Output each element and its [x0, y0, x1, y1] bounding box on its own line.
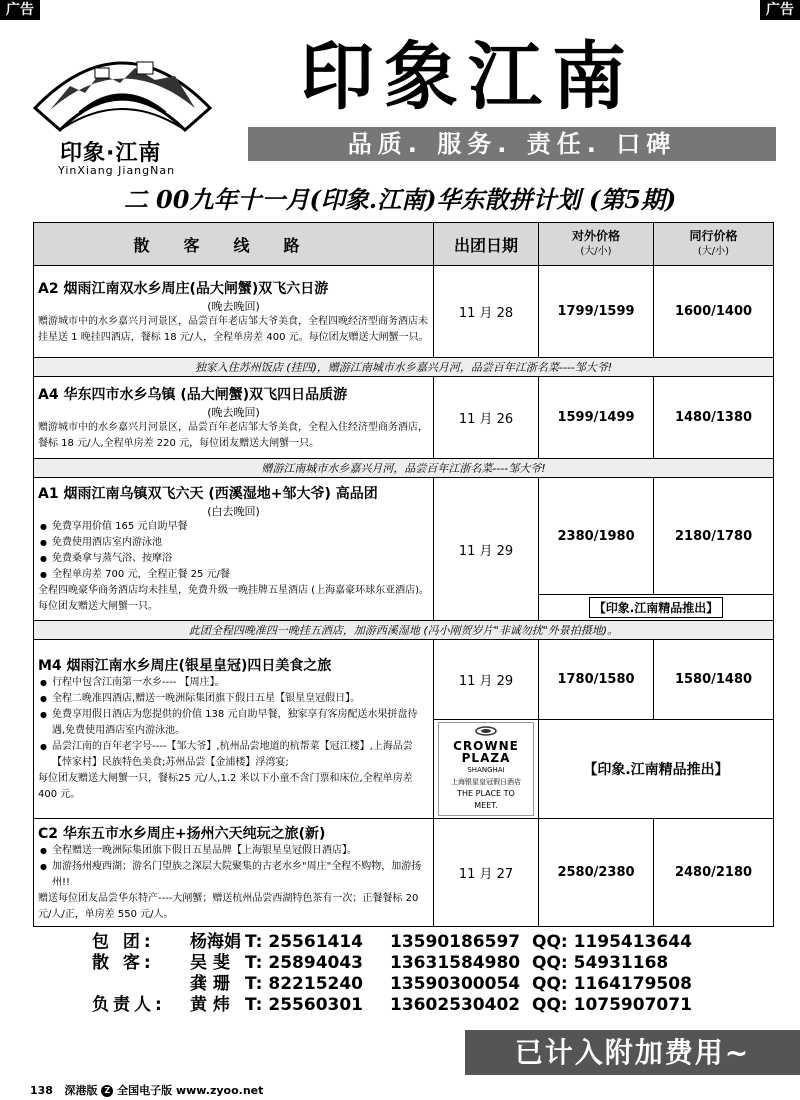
- page-footer: [30, 1082, 263, 1098]
- contact-tel: T: 25560301: [245, 995, 364, 1015]
- contact-row: [92, 953, 692, 974]
- route-date: 11 月 29: [434, 478, 539, 621]
- route-trade-price: 2180/1780: [675, 528, 753, 544]
- table-row: [34, 377, 774, 459]
- route-extra: 全程四晚豪华商务酒店均未挂星，免费升级一晚挂牌五星酒店 (上海嘉豪环球东亚酒店)。每位团友赠送大闸蟹一只。: [38, 585, 429, 612]
- contact-role: 散 客:: [92, 953, 155, 973]
- contact-qq: QQ: 1075907071: [532, 995, 692, 1015]
- contact-tel: T: 82215240: [245, 974, 364, 994]
- contact-mobile: 13631584980: [390, 953, 521, 973]
- edition-label: 深港版: [64, 1084, 98, 1097]
- footer-banner: 已计入附加费用~: [465, 1030, 800, 1075]
- table-row: [34, 819, 774, 927]
- route-extra: 赠送每位团友品尝华东特产----大闸蟹；赠送杭州品尝西湖特色茶有一次；正餐餐标 20 元/人/正，单房差 550 元/人。: [38, 892, 419, 920]
- route-description: 赠游城市中的水乡嘉兴月河景区，品尝百年老店邹大爷美食，全程入住经济型商务酒店，餐标 18 元/人,全程单房差 220 元，每位团友赠送大闸蟹一只。: [38, 421, 428, 449]
- header-route: 散客线路: [34, 223, 434, 266]
- route-cell: [34, 640, 434, 819]
- route-cell: [34, 819, 434, 927]
- contact-list: [92, 932, 692, 1016]
- route-title: M4 烟雨江南水乡周庄(银星皇冠)四日美食之旅: [38, 658, 332, 674]
- route-title: C2 华东五市水乡周庄+扬州六天纯玩之旅(新): [38, 825, 326, 842]
- route-subtitle: (晚去晚回): [207, 405, 260, 419]
- header-trade-unit: (大/小): [697, 246, 730, 257]
- table-row: [34, 478, 774, 621]
- route-retail-price: 2380/1980: [539, 478, 654, 595]
- ad-label-right: 广告: [760, 0, 800, 20]
- route-subtitle: (白去晚回): [207, 505, 260, 518]
- slogan-banner: 品质. 服务. 责任. 口碑: [248, 127, 776, 161]
- route-feature-list: [38, 843, 429, 891]
- promo-label: 【印象.江南精品推出】: [589, 597, 724, 618]
- contact-role: 包 团:: [92, 932, 155, 952]
- route-title: A4 华东四市水乡乌镇 (品大闸蟹)双飞四日品质游: [38, 386, 348, 403]
- contact-qq: QQ: 1195413644: [532, 932, 692, 952]
- route-note: 此团全程四晚准四一晚挂五酒店，加游西溪湿地 (冯小刚贺岁片"非诚勿扰"外景拍摄地)。: [34, 621, 774, 640]
- route-trade-price: 1600/1400: [654, 266, 774, 358]
- list-item: ● 免费桑拿与蒸气浴、按摩浴: [52, 551, 429, 567]
- contact-qq: QQ: 1164179508: [532, 974, 692, 994]
- list-item: ● 免费使用酒店室内游泳池: [52, 535, 429, 551]
- list-item: ● 免费享用价值 165 元自助早餐: [52, 519, 429, 535]
- route-title: A2 烟雨江南双水乡周庄(品大闸蟹)双飞六日游: [38, 280, 329, 297]
- contact-name: 龚 珊: [190, 974, 230, 994]
- list-item: ● 品尝江南的百年老字号----【邹大爷】,杭州品尝地道的杭帮菜【冠江楼】,上海品尝【悻家村】民族特色美食;苏州品尝【金浦楼】浮湾宴;: [52, 739, 429, 771]
- hotel-logo-cell: [434, 720, 539, 819]
- hotel-name-cn: 上海银星皇冠假日酒店: [451, 778, 521, 786]
- header-date: 出团日期: [434, 223, 539, 266]
- route-note: 独家入住苏州饭店 (挂四)，赠游江南城市水乡嘉兴月河，品尝百年江浙名菜----邹大爷!: [34, 358, 774, 377]
- list-item: ● 免费享用假日酒店为您提供的价值 138 元自助早餐，独家享有客房配送水果拼盘待遇,免费使用酒店室内游泳池。: [52, 707, 429, 739]
- route-description: 赠游城市中的水乡嘉兴月河景区，品尝百年老店邹大爷美食，全程四晚经济型商务酒店未挂星送 1 晚挂四酒店，餐标 18 元/人，全程单房差 400 元。每位团友赠送大闸蟹一只。: [38, 315, 429, 343]
- list-item: ● 全程单房差 700 元，全程正餐 25 元/餐: [52, 567, 429, 583]
- route-title: A1 烟雨江南乌镇双飞六天 (西溪湿地+邹大爷) 高品团: [38, 486, 378, 502]
- route-retail-price: 2580/2380: [539, 819, 654, 927]
- route-feature-list: [38, 519, 429, 583]
- promo-cell: [539, 595, 773, 621]
- promo-cell: [539, 720, 774, 819]
- route-retail-price: 1799/1599: [539, 266, 654, 358]
- route-note-row: [34, 621, 774, 640]
- page-number: 138: [30, 1084, 53, 1097]
- site-url: 全国电子版 www.zyoo.net: [117, 1084, 264, 1097]
- header-trade-price: [654, 223, 774, 266]
- plan-title: 二 00九年十一月(印象.江南)华东散拼计划 (第5期): [123, 185, 677, 214]
- logo-text-cn: 印象·江南: [60, 141, 162, 166]
- contact-role: 负责人:: [92, 995, 166, 1015]
- route-table: [33, 222, 774, 927]
- route-cell: [34, 266, 434, 358]
- route-feature-list: [38, 675, 429, 771]
- fan-landscape-icon: [25, 38, 220, 138]
- route-retail-price: 1780/1580: [539, 640, 654, 720]
- table-row: [34, 640, 774, 720]
- contact-tel: T: 25894043: [245, 953, 364, 973]
- crown-icon: [475, 726, 497, 736]
- header-retail-label: 对外价格: [571, 229, 620, 243]
- contact-name: 吴 斐: [190, 953, 230, 973]
- list-item: ● 行程中包含江南第一水乡---- 【周庄】。: [52, 675, 429, 691]
- hotel-name: CROWNE PLAZA: [453, 739, 519, 765]
- route-description: [38, 843, 429, 923]
- contact-tel: T: 25561414: [245, 932, 364, 952]
- route-date: 11 月 26: [434, 377, 539, 459]
- route-date: 11 月 28: [434, 266, 539, 358]
- route-date: 11 月 29: [434, 640, 539, 720]
- route-cell: [34, 478, 434, 621]
- hotel-tagline: THE PLACE TO MEET.: [457, 789, 515, 810]
- contact-name: 黄 炜: [190, 995, 230, 1015]
- contact-row: [92, 932, 692, 953]
- contact-mobile: 13590186597: [390, 932, 521, 952]
- crowne-plaza-logo: [438, 722, 534, 816]
- list-item: ● 全程赠送一晚洲际集团旗下假日五星品牌【上海银星皇冠假日酒店】。: [52, 843, 429, 859]
- route-date: 11 月 27: [434, 819, 539, 927]
- header-retail-price: [539, 223, 654, 266]
- contact-mobile: 13590300054: [390, 974, 521, 994]
- route-cell: [34, 377, 434, 459]
- route-extra: 每位团友赠送大闸蟹一只，餐标25 元/人,1.2 米以下小童不含门票和床位,全程单房差 400 元。: [38, 773, 413, 800]
- contact-name: 杨海娟: [190, 932, 241, 952]
- header-retail-unit: (大/小): [580, 246, 612, 257]
- route-description: [38, 675, 429, 803]
- price-subtable: [539, 478, 773, 620]
- brand-logo: [20, 38, 230, 178]
- ad-label-left: 广告: [0, 0, 40, 20]
- route-note-row: [34, 459, 774, 478]
- table-header-row: [34, 223, 774, 266]
- route-trade-price: 1480/1380: [654, 377, 774, 459]
- route-description: [38, 519, 429, 615]
- zoo-logo-icon: Z: [101, 1085, 113, 1097]
- contact-qq: QQ: 54931168: [532, 953, 669, 973]
- hotel-city: SHANGHAI: [467, 766, 505, 774]
- header-trade-label: 同行价格: [689, 229, 738, 243]
- table-row: [34, 266, 774, 358]
- route-note: 赠游江南城市水乡嘉兴月河，品尝百年江浙名菜----邹大爷!: [34, 459, 774, 478]
- promo-label: 【印象.江南精品推出】: [583, 762, 729, 778]
- route-retail-price: 1599/1499: [539, 377, 654, 459]
- list-item: ● 全程二晚准四酒店,赠送一晚洲际集团旗下假日五星【银星皇冠假日】。: [52, 691, 429, 707]
- logo-text-en: YinXiang JiangNan: [58, 164, 176, 177]
- route-note-row: [34, 358, 774, 377]
- contact-row: [92, 995, 692, 1016]
- contact-mobile: 13602530402: [390, 995, 521, 1015]
- list-item: ● 加游扬州瘦西湖；游名门望族之深层大院聚集的古老水乡"周庄"全程不购物，加游扬州!!: [52, 859, 429, 891]
- route-price-cell: [539, 478, 774, 621]
- brand-title: 印象江南: [300, 34, 636, 120]
- contact-row: [92, 974, 692, 995]
- route-trade-price: 2480/2180: [654, 819, 774, 927]
- route-subtitle: (晚去晚回): [207, 299, 260, 313]
- route-trade-price: 1580/1480: [654, 640, 774, 720]
